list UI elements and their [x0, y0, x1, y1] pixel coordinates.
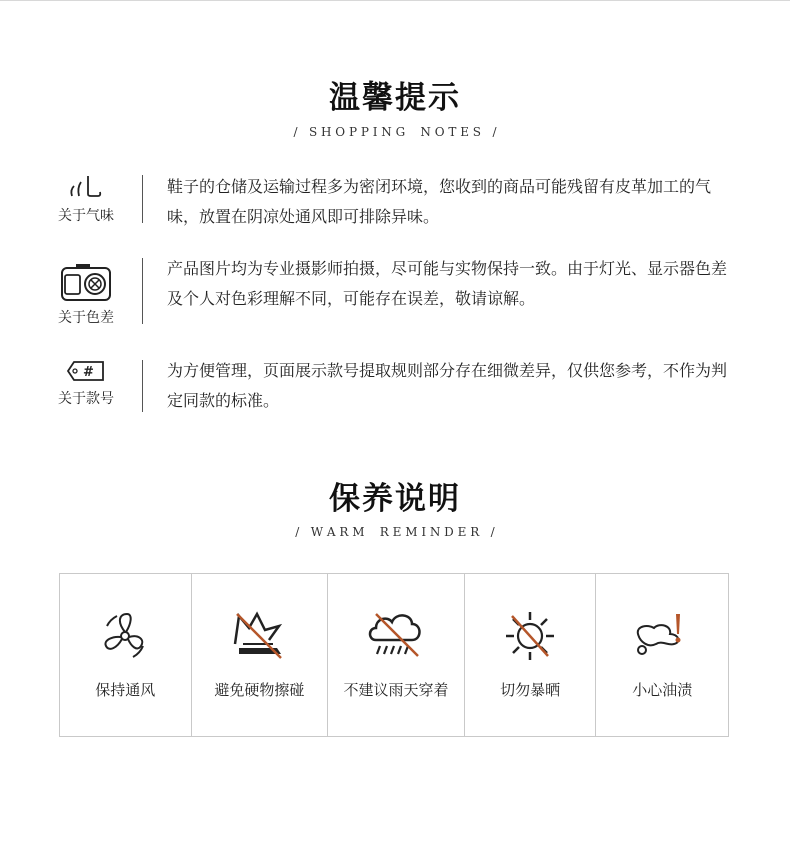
note-text-color: 产品图片均为专业摄影师拍摄，尽可能与实物保持一致。由于灯光、显示器色差及个人对色彩理解不同，可能存在误差，敬请谅解。 — [167, 259, 728, 308]
camera-icon — [50, 262, 122, 306]
care-item-ventilation — [60, 574, 192, 736]
rain-cloud-icon — [366, 608, 426, 664]
top-divider — [0, 0, 790, 1]
fan-icon — [97, 608, 153, 664]
care-item-no-sun — [465, 574, 597, 736]
notes-section-subtitle: / S H O P P I N G N O T E S / — [293, 125, 497, 139]
care-label: 小心油渍 — [632, 681, 693, 699]
note-divider — [142, 360, 143, 412]
svg-text:#: # — [83, 365, 94, 380]
sun-icon — [502, 608, 558, 664]
care-item-oil — [596, 574, 728, 736]
note-divider — [142, 258, 143, 324]
care-item-avoid-hard-objects — [192, 574, 329, 736]
care-section-subtitle: / W A R M R E M I N D E R / — [295, 525, 495, 539]
note-label-smell: 关于气味 — [58, 208, 114, 224]
care-label: 保持通风 — [95, 681, 156, 699]
note-divider — [142, 175, 143, 223]
note-text-smell: 鞋子的仓储及运输过程多为密闭环境，您收到的商品可能残留有皮革加工的气味，放置在阴凉处通风即可排除异味。 — [167, 177, 712, 226]
tag-icon — [50, 360, 122, 386]
care-label: 切勿暴晒 — [500, 681, 561, 699]
oil-stain-icon — [632, 608, 692, 664]
note-text-model: 为方便管理，页面展示款号提取规则部分存在细微差异，仅供您参考，不作为判定同款的标准。 — [167, 361, 728, 410]
care-label: 避免硬物擦碰 — [214, 681, 305, 699]
care-item-no-rain — [328, 574, 465, 736]
care-section-title: 保养说明 — [329, 481, 461, 517]
care-grid — [59, 573, 729, 737]
care-label: 不建议雨天穿着 — [343, 681, 449, 699]
notes-section-title: 温馨提示 — [329, 80, 461, 116]
note-label-model: 关于款号 — [58, 391, 114, 407]
note-label-color: 关于色差 — [58, 310, 114, 326]
smell-icon — [50, 172, 122, 202]
crushed-shoe-icon — [229, 608, 289, 664]
